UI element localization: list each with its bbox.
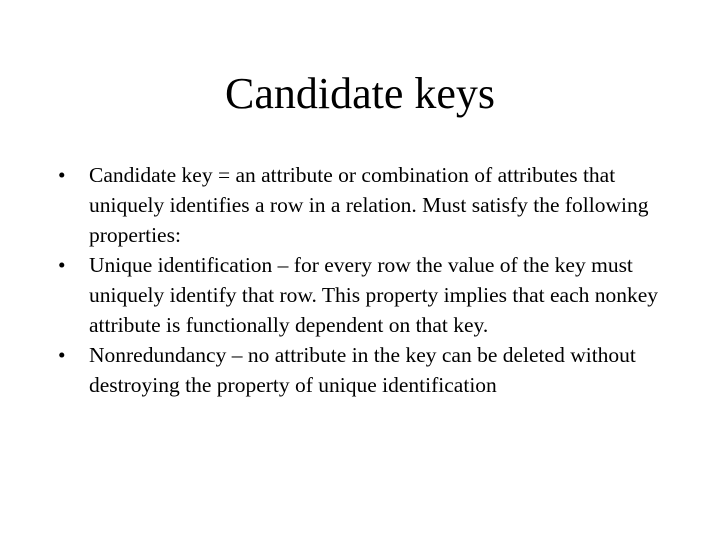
bullet-item	[58, 250, 678, 340]
bullet-text: Nonredundancy – no attribute in the key can be deleted without destroying the property of unique identification	[89, 343, 636, 397]
bullet-text: Unique identification – for every row the value of the key must uniquely identify that row. This property implies that each nonkey attribute is functionally dependent on that key.	[89, 253, 659, 337]
bullet-text: Candidate key = an attribute or combination of attributes that uniquely identifies a row in a relation. Must satisfy the following properties:	[89, 163, 649, 247]
slide-title: Candidate keys	[224, 69, 496, 118]
bullet-item	[58, 160, 678, 250]
bullet-item	[58, 340, 678, 400]
bullet-marker: •	[58, 163, 66, 187]
bullet-marker: •	[58, 343, 66, 367]
bullet-list	[58, 160, 678, 400]
bullet-marker: •	[58, 253, 66, 277]
